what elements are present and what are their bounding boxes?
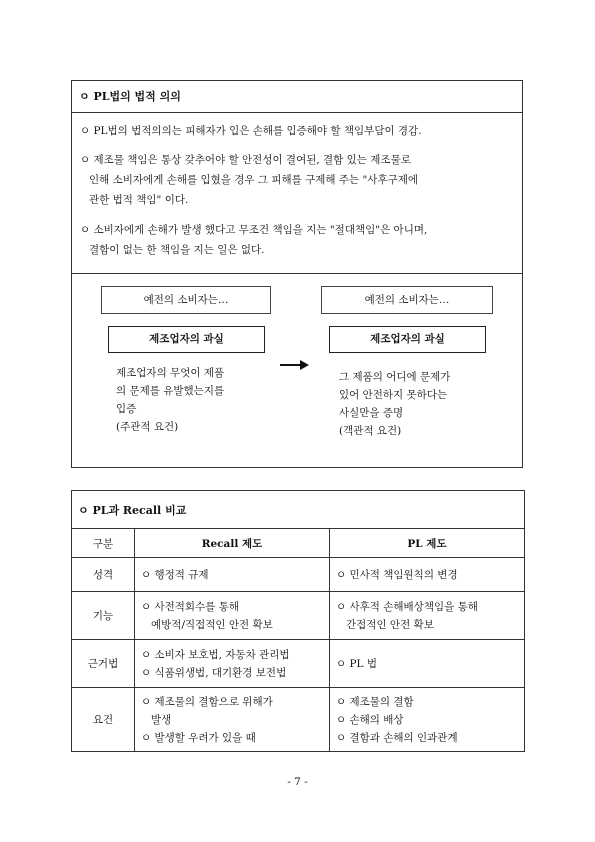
paragraph-3 <box>80 220 427 260</box>
cell-line: ㅇ 결함과 손해의 인과관계 <box>336 731 458 744</box>
table-row <box>72 640 525 688</box>
header-pl: PL 제도 <box>330 529 525 558</box>
right-description <box>339 368 450 440</box>
paragraph-line: 결함이 없는 한 책임을 지는 일은 없다. <box>89 244 265 256</box>
description-line: 입증 <box>116 403 137 415</box>
table-row <box>72 558 525 592</box>
cell-line: ㅇ PL 법 <box>336 657 377 670</box>
description-line: 있어 안전하지 못하다는 <box>339 389 448 401</box>
section-title: ㅇ PL법의 법적 의의 <box>79 90 181 103</box>
cell-line: 예방적/직접적인 안전 확보 <box>141 618 273 631</box>
page-number: - 7 - <box>287 776 308 788</box>
pl-recall-comparison-table <box>71 490 525 752</box>
paragraph-line: 관한 법적 책임" 이다. <box>89 194 189 206</box>
recall-cell <box>135 688 330 752</box>
pl-cell <box>330 640 525 688</box>
arrow-right-icon <box>280 364 302 366</box>
left-consumer-label: 예전의 소비자는… <box>101 286 271 314</box>
paragraph-line: ㅇ 소비자에게 손해가 발생 했다고 무조건 책임을 지는 "절대책임"은 아니며, <box>80 224 428 236</box>
cell-line: 간접적인 안전 확보 <box>336 618 434 631</box>
description-line: 사실만을 증명 <box>339 407 404 419</box>
cell-line: ㅇ 식품위생법, 대기환경 보전법 <box>141 666 287 679</box>
row-category: 성격 <box>72 558 135 592</box>
paragraph-line: ㅇ 제조물 책임은 통상 갖추어야 할 안전성이 결여된, 결함 있는 제조물로 <box>80 154 411 166</box>
cell-line: ㅇ 행정적 규제 <box>141 568 209 581</box>
header-recall: Recall 제도 <box>135 529 330 558</box>
right-manufacturer-fault-box: 제조업자의 과실 <box>329 326 486 353</box>
description-line: 그 제품의 어디에 문제가 <box>339 371 451 383</box>
table-title: ㅇ PL과 Recall 비교 <box>72 491 525 529</box>
recall-cell <box>135 558 330 592</box>
cell-line: ㅇ 민사적 책임원칙의 변경 <box>336 568 458 581</box>
description-line: (객관적 요건) <box>339 425 402 437</box>
row-category: 근거법 <box>72 640 135 688</box>
paragraph-1 <box>80 121 422 141</box>
table-header-row <box>72 529 525 558</box>
cell-line: 발생 <box>141 713 172 726</box>
left-manufacturer-fault-box: 제조업자의 과실 <box>108 326 265 353</box>
header-category: 구분 <box>72 529 135 558</box>
cell-line: ㅇ 제조물의 결함 <box>336 695 414 708</box>
recall-cell <box>135 592 330 640</box>
description-line: 의 문제를 유발했는지를 <box>116 385 225 397</box>
divider <box>71 273 523 274</box>
paragraph-line: ㅇ PL법의 법적의의는 피해자가 입은 손해를 입증해야 할 책임부담이 경감. <box>80 125 422 137</box>
section-header <box>71 80 523 113</box>
table-row <box>72 688 525 752</box>
cell-line: ㅇ 소비자 보호법, 자동차 관리법 <box>141 648 290 661</box>
pl-cell <box>330 688 525 752</box>
cell-line: ㅇ 제조물의 결함으로 위해가 <box>141 695 273 708</box>
description-line: (주관적 요건) <box>116 421 179 433</box>
paragraph-line: 인해 소비자에게 손해를 입혔을 경우 그 피해를 구제해 주는 "사후구제에 <box>89 174 419 186</box>
cell-line: ㅇ 사전적회수를 통해 <box>141 600 239 613</box>
description-line: 제조업자의 무엇이 제품 <box>116 367 225 379</box>
cell-line: ㅇ 손해의 배상 <box>336 713 404 726</box>
left-description <box>116 364 224 436</box>
table-title-row <box>72 491 525 529</box>
pl-cell <box>330 558 525 592</box>
right-consumer-label: 예전의 소비자는… <box>321 286 493 314</box>
pl-cell <box>330 592 525 640</box>
cell-line: ㅇ 발생할 우려가 있을 때 <box>141 731 256 744</box>
cell-line: ㅇ 사후적 손해배상책임을 통해 <box>336 600 478 613</box>
recall-cell <box>135 640 330 688</box>
paragraph-2 <box>80 150 418 210</box>
arrow-head-icon <box>300 360 309 370</box>
row-category: 기능 <box>72 592 135 640</box>
table-row <box>72 592 525 640</box>
row-category: 요건 <box>72 688 135 752</box>
